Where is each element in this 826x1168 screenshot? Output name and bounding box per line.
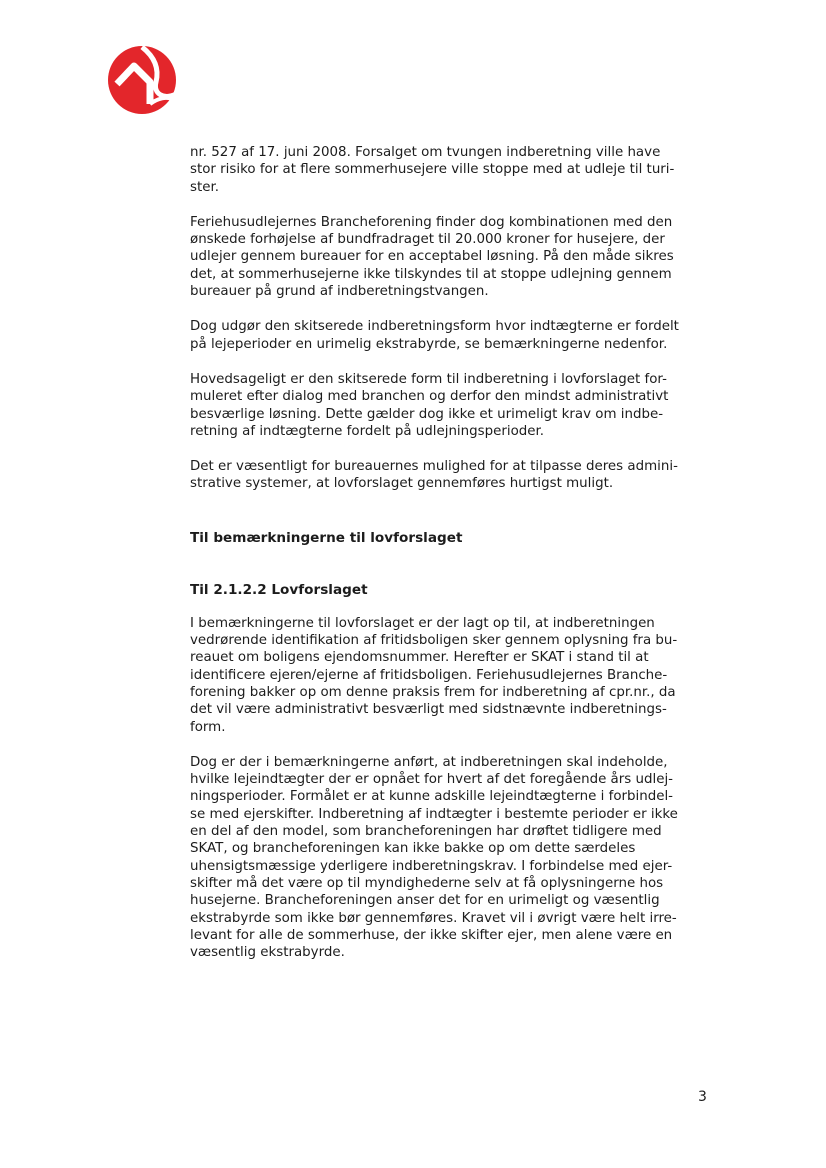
text-line: form. <box>190 719 226 735</box>
text-line: se med ejerskifter. Indberetning af indtægter i bestemte perioder er ikke <box>190 806 678 822</box>
text-line: Det er væsentligt for bureauernes mulighed for at tilpasse deres admini- <box>190 459 678 475</box>
section-heading: Til bemærkningerne til lovforslaget <box>190 529 463 546</box>
text-line: ønskede forhøjelse af bundfradraget til 20.000 kroner for husejere, der <box>190 232 665 248</box>
text-line: væsentlig ekstrabyrde. <box>190 945 345 961</box>
paragraph <box>190 754 720 962</box>
paragraph <box>190 615 720 736</box>
text-line: forening bakker op om denne praksis frem for indberetning af cpr.nr., da <box>190 684 676 700</box>
text-line: uhensigtsmæssige yderligere indberetningskrav. I forbindelse med ejer- <box>190 858 673 874</box>
paragraph <box>190 214 720 300</box>
text-line: ekstrabyrde som ikke bør gennemføres. Kravet vil i øvrigt være helt irre- <box>190 910 677 926</box>
text-line: en del af den model, som brancheforeningen har drøftet tidligere med <box>190 824 662 840</box>
text-line: stor risiko for at flere sommerhusejere ville stoppe med at udleje til turi- <box>190 162 675 178</box>
text-line: skifter må det være op til myndighederne selv at få oplysningerne hos <box>190 875 664 891</box>
text-line: nr. 527 af 17. juni 2008. Forsalget om tvungen indberetning ville have <box>190 145 661 160</box>
text-line: ningsperioder. Formålet er at kunne adskille lejeindtægterne i forbindel- <box>190 789 674 805</box>
paragraph <box>190 371 720 440</box>
page-content <box>190 144 720 961</box>
text-line: bureauer på grund af indberetningstvangen. <box>190 284 489 300</box>
text-line: muleret efter dialog med branchen og derfor den mindst administrativt <box>190 389 669 405</box>
paragraph <box>190 458 720 493</box>
text-line: Dog udgør den skitserede indberetningsform hvor indtægterne er fordelt <box>190 319 679 335</box>
text-line: på lejeperioder en urimelig ekstrabyrde, se bemærkningerne nedenfor. <box>190 336 668 352</box>
text-line: SKAT, og brancheforeningen kan ikke bakke op om dette særdeles <box>190 841 636 857</box>
paragraph <box>190 144 720 196</box>
text-line: levant for alle de sommerhuse, der ikke skifter ejer, men alene være en <box>190 927 673 943</box>
text-line: Dog er der i bemærkningerne anført, at indberetningen skal indeholde, <box>190 754 668 770</box>
text-line: udlejer gennem bureauer for en acceptabel løsning. På den måde sikres <box>190 249 674 265</box>
text-line: I bemærkningerne til lovforslaget er der lagt op til, at indberetningen <box>190 615 655 631</box>
text-line: det vil være administrativt besværligt med sidstnævnte indberetnings- <box>190 702 667 718</box>
text-line: reauet om boligens ejendomsnummer. Herefter er SKAT i stand til at <box>190 650 649 666</box>
text-line: besværlige løsning. Dette gælder dog ikke et urimeligt krav om indbe- <box>190 406 664 422</box>
paragraph <box>190 318 720 353</box>
text-line: retning af indtægterne fordelt på udlejningsperioder. <box>190 423 545 439</box>
subsection-heading: Til 2.1.2.2 Lovforslaget <box>190 581 368 598</box>
text-line: det, at sommerhusejerne ikke tilskyndes til at stoppe udlejning gennem <box>190 266 672 282</box>
text-line: Feriehusudlejernes Brancheforening finder dog kombinationen med den <box>190 214 673 230</box>
page-number: 3 <box>698 1089 707 1105</box>
text-line: strative systemer, at lovforslaget gennemføres hurtigst muligt. <box>190 476 614 492</box>
text-line: vedrørende identifikation af fritidsboligen sker gennem oplysning fra bu- <box>190 633 678 649</box>
text-line: hvilke lejeindtægter der er opnået for hvert af det foregående års udlej- <box>190 772 674 788</box>
organization-logo <box>106 44 178 116</box>
text-line: identificere ejeren/ejerne af fritidsboligen. Feriehusudlejernes Branche- <box>190 667 668 683</box>
text-line: Hovedsageligt er den skitserede form til indberetning i lovforslaget for- <box>190 371 667 387</box>
text-line: ster. <box>190 179 219 195</box>
text-line: husejerne. Brancheforeningen anser det for en urimeligt og væsentlig <box>190 893 660 909</box>
